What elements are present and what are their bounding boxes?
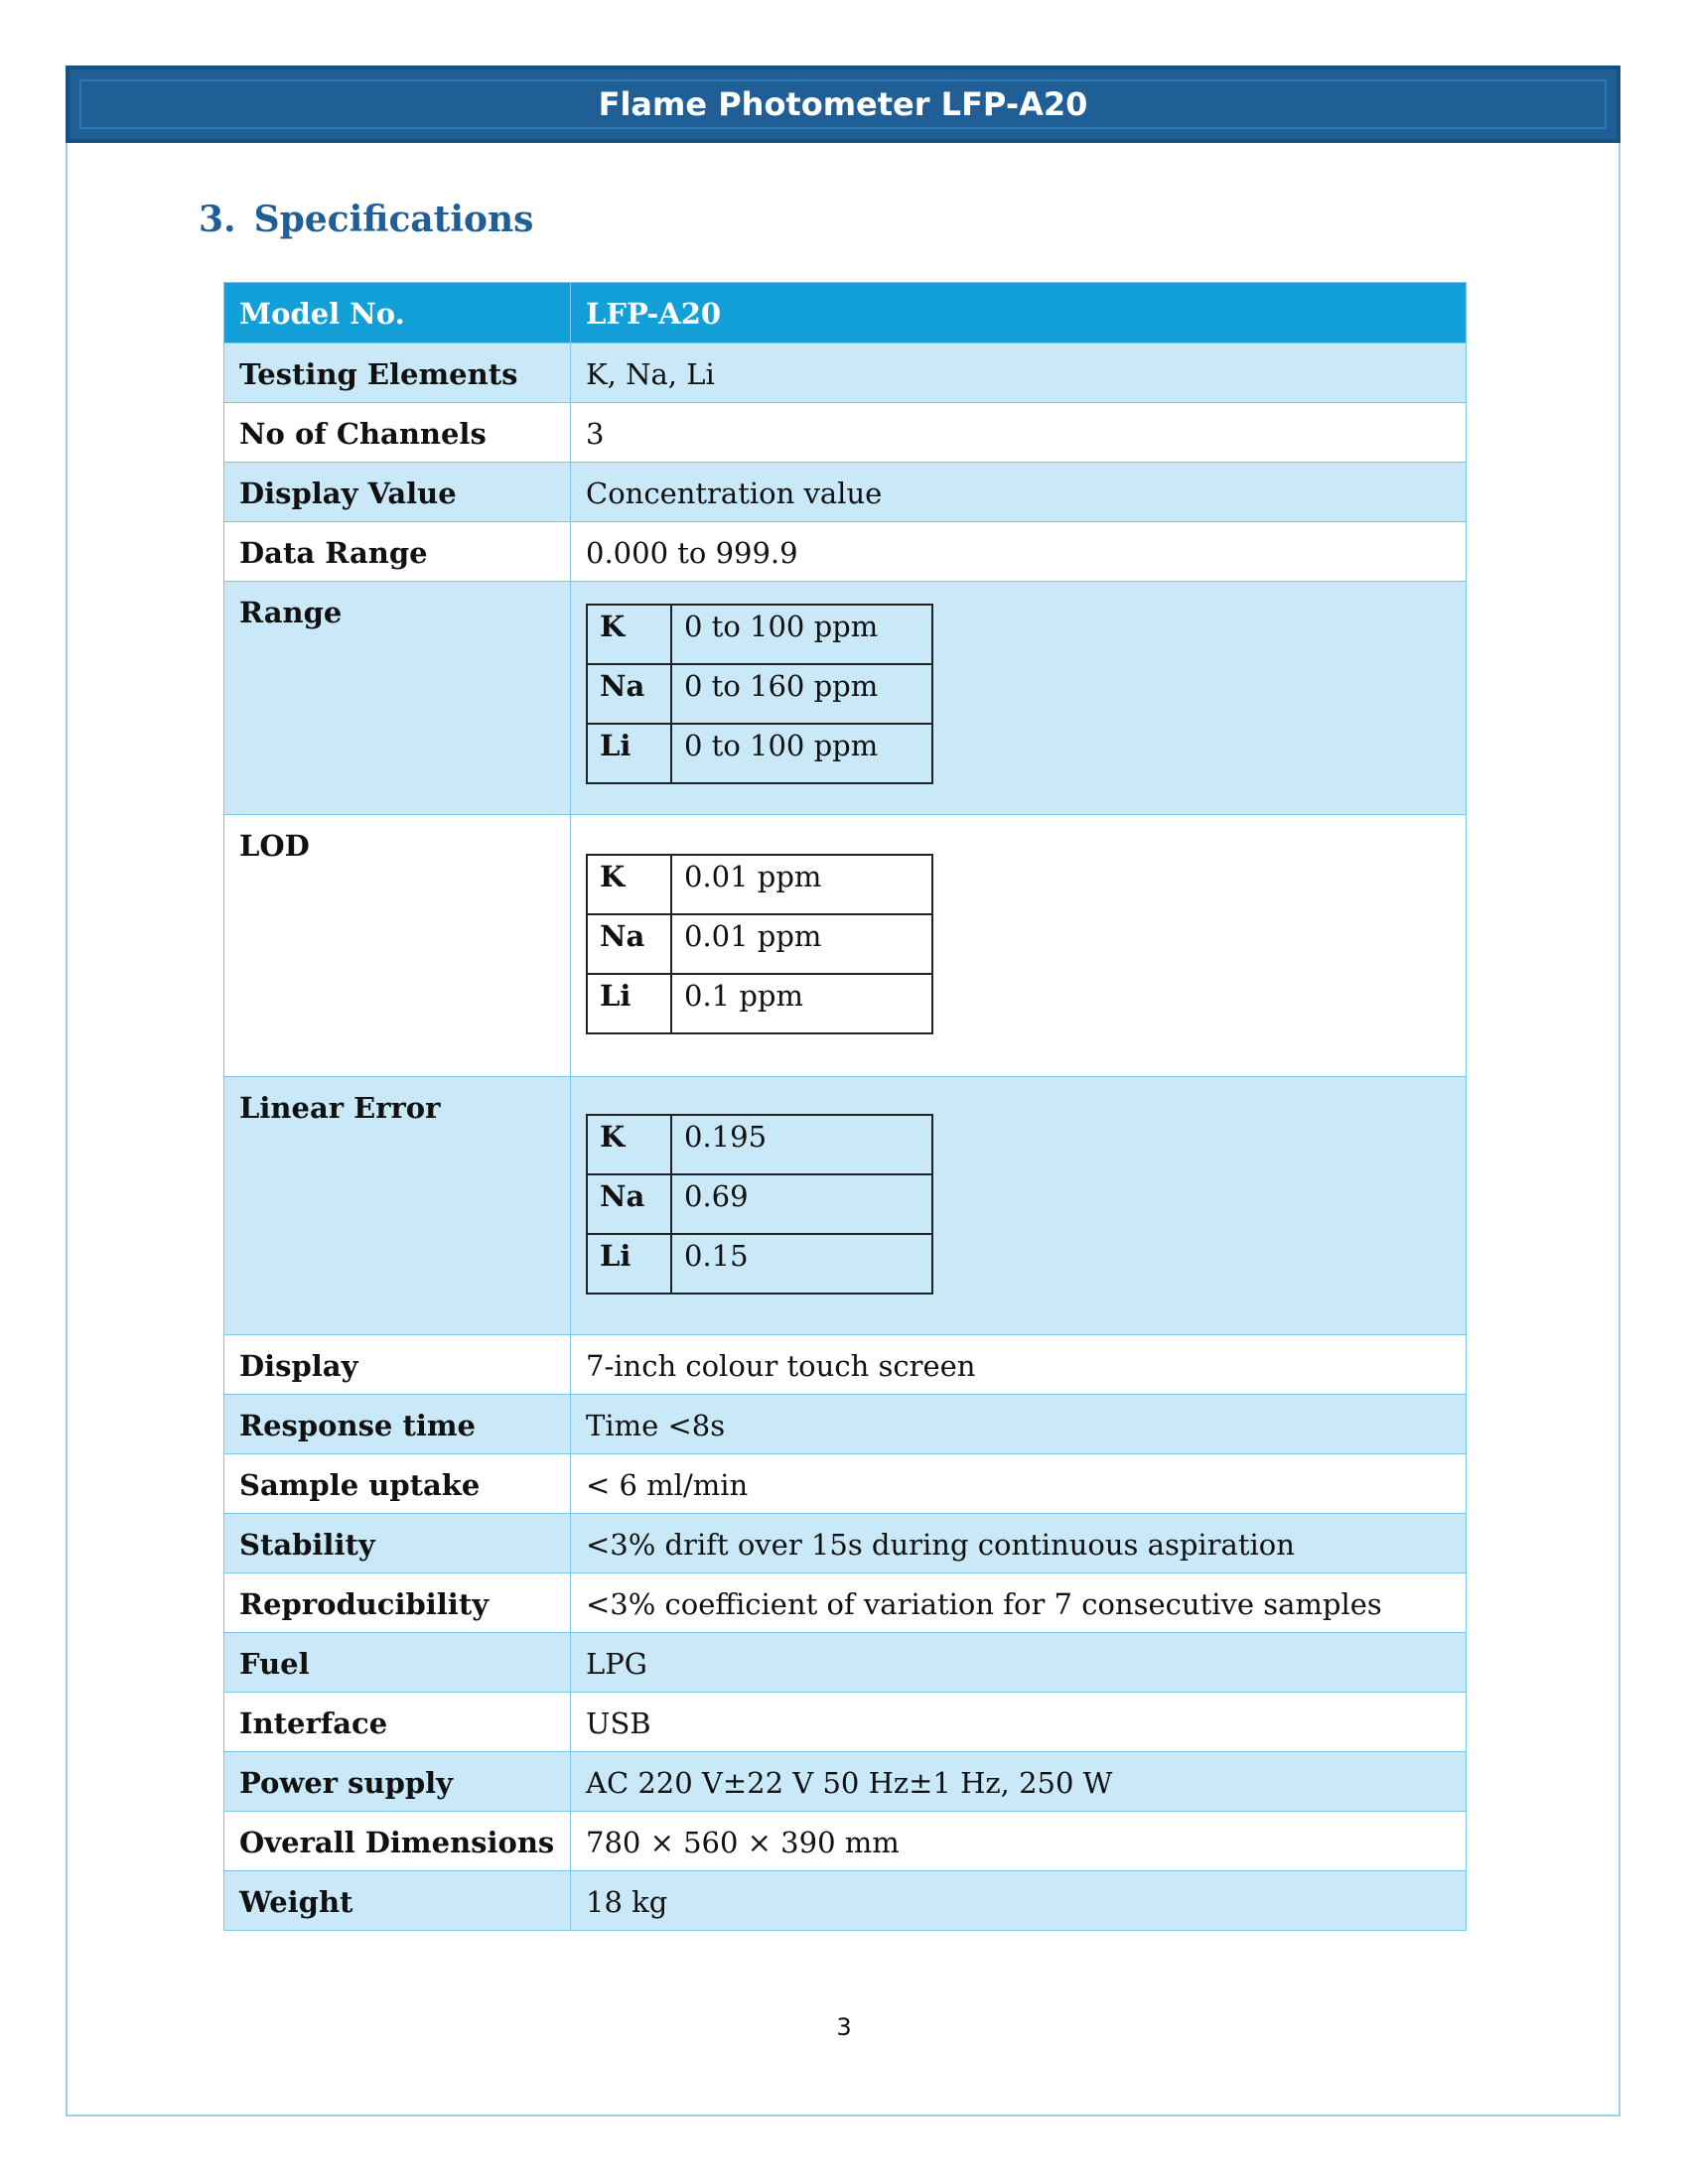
document-title: Flame Photometer LFP-A20 (598, 85, 1088, 123)
element-symbol: Na (587, 1174, 671, 1234)
subtable-row (587, 1174, 932, 1234)
row-label: Weight (224, 1871, 571, 1931)
lod-cell (571, 815, 1467, 1077)
element-symbol: Na (587, 914, 671, 974)
element-symbol: K (587, 855, 671, 914)
element-symbol: Li (587, 1234, 671, 1294)
table-row (224, 1752, 1467, 1812)
row-label: Display (224, 1335, 571, 1395)
row-label: LOD (224, 815, 571, 1077)
lod-subtable (586, 854, 933, 1034)
element-symbol: Na (587, 664, 671, 724)
element-symbol: K (587, 1115, 671, 1174)
row-value: AC 220 V±22 V 50 Hz±1 Hz, 250 W (571, 1752, 1467, 1812)
subtable-row (587, 1115, 932, 1174)
subtable-row (587, 914, 932, 974)
row-label: No of Channels (224, 403, 571, 463)
row-label: Stability (224, 1514, 571, 1573)
row-value: 3 (571, 403, 1467, 463)
row-value: 18 kg (571, 1871, 1467, 1931)
table-row (224, 1812, 1467, 1871)
subtable-row (587, 664, 932, 724)
table-row (224, 1871, 1467, 1931)
page-number: 3 (836, 2013, 852, 2041)
row-label: Response time (224, 1395, 571, 1454)
element-value: 0.69 (671, 1174, 932, 1234)
row-value: Time <8s (571, 1395, 1467, 1454)
section-number: 3. (199, 199, 236, 240)
table-row (224, 1573, 1467, 1633)
row-label: Range (224, 582, 571, 815)
subtable-row (587, 1234, 932, 1294)
table-row-linear-error (224, 1077, 1467, 1335)
element-symbol: K (587, 605, 671, 664)
element-value: 0 to 100 ppm (671, 605, 932, 664)
range-subtable (586, 604, 933, 784)
element-value: 0 to 160 ppm (671, 664, 932, 724)
row-label: Linear Error (224, 1077, 571, 1335)
section-heading (199, 199, 533, 240)
table-row (224, 343, 1467, 403)
header-value: LFP-A20 (571, 283, 1467, 343)
row-value: USB (571, 1693, 1467, 1752)
header-banner (66, 66, 1620, 143)
table-header-row (224, 283, 1467, 343)
row-value: Concentration value (571, 463, 1467, 522)
table-row-lod (224, 815, 1467, 1077)
table-row (224, 1454, 1467, 1514)
header-banner-inner (79, 79, 1607, 129)
row-label: Testing Elements (224, 343, 571, 403)
row-label: Reproducibility (224, 1573, 571, 1633)
table-row (224, 403, 1467, 463)
row-value: 780 × 560 × 390 mm (571, 1812, 1467, 1871)
element-symbol: Li (587, 724, 671, 783)
table-row (224, 1693, 1467, 1752)
table-row (224, 463, 1467, 522)
row-label: Power supply (224, 1752, 571, 1812)
row-value: 7-inch colour touch screen (571, 1335, 1467, 1395)
row-label: Interface (224, 1693, 571, 1752)
subtable-row (587, 605, 932, 664)
row-label: Fuel (224, 1633, 571, 1693)
element-value: 0.1 ppm (671, 974, 932, 1033)
element-value: 0.01 ppm (671, 914, 932, 974)
subtable-row (587, 855, 932, 914)
row-label: Sample uptake (224, 1454, 571, 1514)
range-cell (571, 582, 1467, 815)
table-row (224, 1335, 1467, 1395)
table-row (224, 1633, 1467, 1693)
row-label: Data Range (224, 522, 571, 582)
table-row (224, 522, 1467, 582)
row-value: <3% drift over 15s during continuous aspiration (571, 1514, 1467, 1573)
specifications-table (223, 282, 1467, 1931)
header-label: Model No. (224, 283, 571, 343)
table-row (224, 1514, 1467, 1573)
row-value: LPG (571, 1633, 1467, 1693)
row-value: 0.000 to 999.9 (571, 522, 1467, 582)
row-value: <3% coefficient of variation for 7 consecutive samples (571, 1573, 1467, 1633)
linear-error-subtable (586, 1114, 933, 1295)
element-value: 0 to 100 ppm (671, 724, 932, 783)
table-row (224, 1395, 1467, 1454)
row-label: Overall Dimensions (224, 1812, 571, 1871)
element-value: 0.01 ppm (671, 855, 932, 914)
element-symbol: Li (587, 974, 671, 1033)
element-value: 0.15 (671, 1234, 932, 1294)
section-title: Specifications (253, 199, 534, 240)
row-value: K, Na, Li (571, 343, 1467, 403)
subtable-row (587, 724, 932, 783)
linear-error-cell (571, 1077, 1467, 1335)
row-label: Display Value (224, 463, 571, 522)
table-row-range (224, 582, 1467, 815)
element-value: 0.195 (671, 1115, 932, 1174)
subtable-row (587, 974, 932, 1033)
row-value: < 6 ml/min (571, 1454, 1467, 1514)
